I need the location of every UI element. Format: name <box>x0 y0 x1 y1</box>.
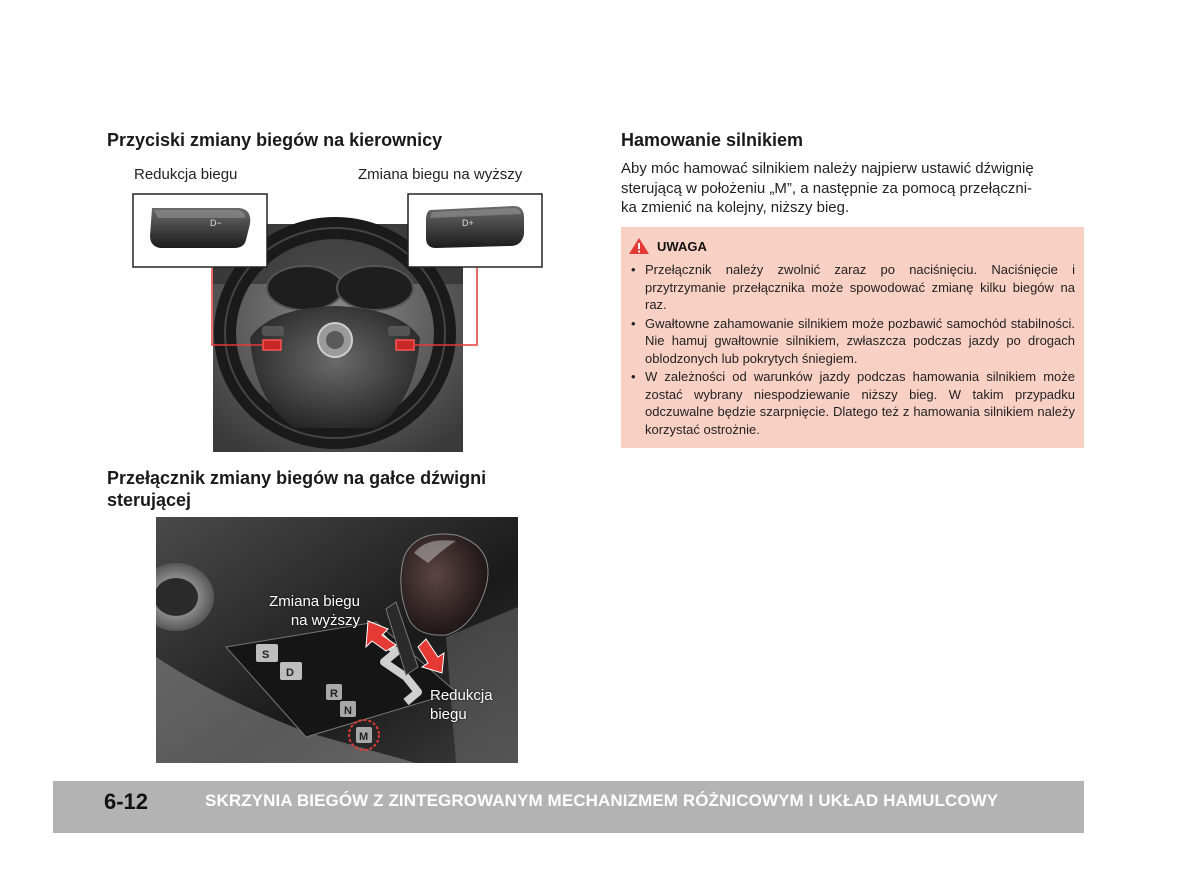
paragraph-line: Aby móc hamować silnikiem należy najpierw ustawić dźwignię <box>621 160 1034 177</box>
warning-item: • Gwałtowne zahamowanie silnikiem może pozbawić samochód stabilności. Nie hamuj gwałtownie silnikiem, zwłaszcza podczas jazdy po drogach oblodzonych lub pokrytych śniegiem. <box>629 315 1075 368</box>
warning-box <box>621 227 1084 448</box>
section-title-steering-paddles: Przyciski zmiany biegów na kierownicy <box>107 130 443 150</box>
gear-lever-figure <box>156 517 518 763</box>
footer-bar <box>53 781 1084 833</box>
paddle-highlight-left <box>263 340 281 350</box>
paragraph-line: ka zmienić na kolejny, niższy bieg. <box>621 199 850 216</box>
svg-text:S: S <box>262 649 270 661</box>
warning-title: UWAGA <box>657 239 707 254</box>
warning-item: • W zależności od warunków jazdy podczas hamowania silnikiem może zostać wybrany niespodziewanie niższy bieg. W takim przypadku odczuwalne będzie szarpnięcie. Dlatego też z hamowania silnikiem należy korzystać ostrożnie. <box>629 368 1075 438</box>
svg-text:R: R <box>330 688 338 700</box>
engine-braking-paragraph <box>621 159 1084 218</box>
paddle-down-text: D− <box>210 218 222 228</box>
paddle-highlight-right <box>396 340 414 350</box>
warning-triangle-icon <box>628 237 650 260</box>
paddle-up-text: D+ <box>462 218 474 228</box>
svg-text:M: M <box>359 731 369 743</box>
svg-text:N: N <box>344 705 352 717</box>
page-number: 6-12 <box>104 789 149 814</box>
label-downshift: Redukcja biegu <box>134 166 238 183</box>
label-upshift: Zmiana biegu na wyższy <box>358 166 523 183</box>
svg-text:D: D <box>286 667 294 679</box>
overlay-label-downshift: Redukcja biegu <box>430 687 493 723</box>
warning-list <box>629 261 1075 439</box>
section-title-gear-lever-line2: sterującej <box>107 490 192 510</box>
section-title-gear-lever <box>107 467 486 511</box>
paragraph-line: sterującą w położeniu „M”, a następnie za pomocą przełączni- <box>621 179 1033 197</box>
warning-item: • Przełącznik należy zwolnić zaraz po naciśnięciu. Naciśnięcie i przytrzymanie przełącznika może spowodować zmianę kilku biegów na raz. <box>629 261 1075 314</box>
overlay-label-upshift: Zmiana biegu na wyższy <box>269 593 360 629</box>
steering-wheel-figure <box>130 188 546 456</box>
section-title-gear-lever-line1: Przełącznik zmiany biegów na gałce dźwigni <box>107 468 487 488</box>
chapter-title: SKRZYNIA BIEGÓW Z ZINTEGROWANYM MECHANIZMEM RÓŻNICOWYM I UKŁAD HAMULCOWY <box>205 791 999 810</box>
section-title-engine-braking: Hamowanie silnikiem <box>621 130 804 150</box>
